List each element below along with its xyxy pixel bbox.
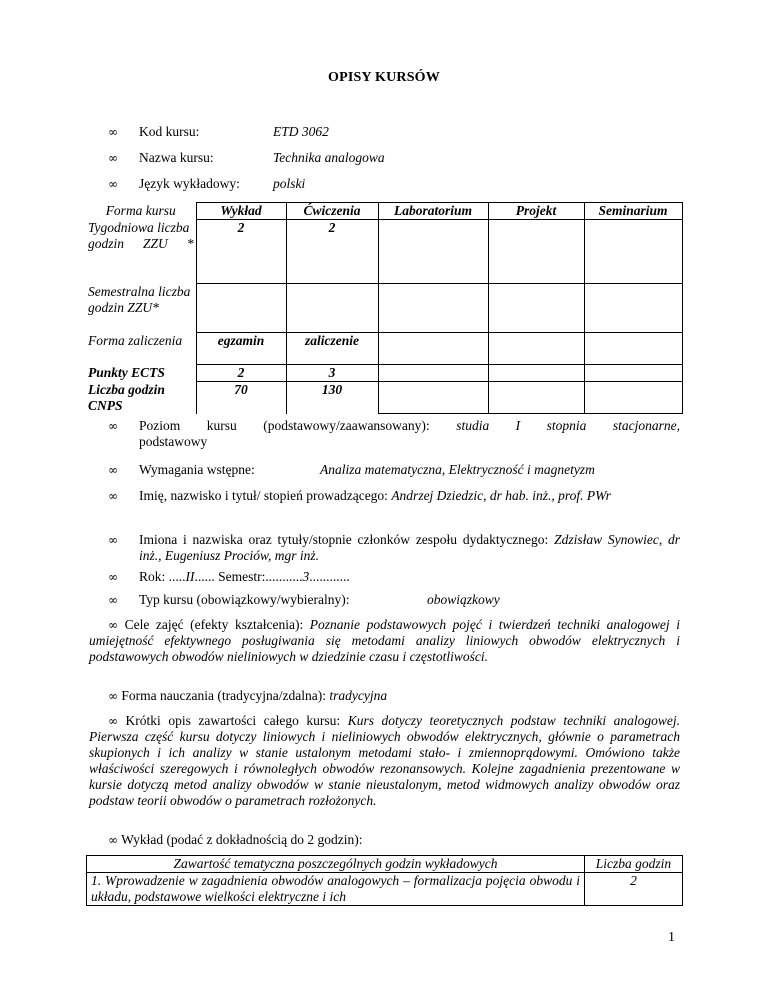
table-cell: 2 — [196, 220, 286, 284]
table-cell — [286, 284, 378, 333]
table-cell — [584, 365, 682, 382]
teaching-form-label: Forma nauczania (tradycyjna/zdalna): — [121, 688, 327, 703]
summary-label: Krótki opis zawartości całego kursu: — [125, 713, 341, 728]
prerequisites-label: Wymagania wstępne: — [139, 462, 255, 477]
course-code-item — [108, 124, 680, 140]
table-header-row — [88, 203, 682, 220]
year-prefix: Rok: ..... — [139, 569, 186, 584]
table-cell — [488, 333, 584, 365]
table-header-cell: Seminarium — [584, 203, 682, 220]
lecture-paragraph — [89, 832, 680, 848]
table-cell — [488, 220, 584, 284]
summary-value: Kurs dotyczy teoretycznych podstaw techniki analogowej. Pierwsza część kursu dotyczy liniowych i nieliniowych obwodów elektrycznych, głównie o parametrach skupionych i ich analizy w stanie ustalonym metodami stało- i zmiennoprądowymi. Omówiono także właściwości szeregowych i równoległych obwodów rezonansowych. Kolejne zagadnienia prezentowane w kursie dotyczą metod analizy obwodów w stanie nieustalonym, metod widmowych analizy obwodów oraz podstaw teorii obwodów o parametrach rozłożonych. — [89, 713, 681, 808]
teaching-form-value: tradycyjna — [329, 688, 388, 703]
table-row — [88, 284, 682, 333]
course-level-value-cont: podstawowy — [139, 434, 208, 449]
goals-value: Poznanie podstawowych pojęć i twierdzeń techniki analogowej i umiejętność efektywnego posługiwania się metodami analizy liniowych obwodów elektrycznych i podstawowych obwodów nieliniowych w dziedzinie czasu i częstotliwości. — [89, 617, 680, 664]
bullet-icon: ∞ — [108, 419, 118, 433]
table-cell: egzamin — [196, 333, 286, 365]
table-header-cell: Zawartość tematyczna poszczególnych godzin wykładowych — [87, 856, 585, 873]
bullet-icon: ∞ — [108, 618, 118, 632]
table-cell: 2 — [585, 873, 683, 906]
table-header-cell: Projekt — [488, 203, 584, 220]
bullet-icon: ∞ — [108, 533, 118, 547]
table-cell — [378, 284, 488, 333]
bullet-icon: ∞ — [108, 177, 118, 191]
course-type-value: obowiązkowy — [427, 592, 500, 607]
bullet-icon: ∞ — [108, 833, 118, 847]
bullet-icon: ∞ — [108, 489, 118, 503]
course-language-label: Język wykładowy: — [139, 176, 240, 191]
course-language-value: polski — [273, 176, 306, 191]
course-level-item — [108, 418, 680, 450]
lecture-label: Wykład (podać z dokładnością do 2 godzin): — [121, 832, 363, 847]
row-label: Tygodniowa liczba godzin ZZU * — [88, 220, 196, 284]
table-header-cell: Forma kursu — [88, 203, 196, 220]
lecturer-label: Imię, nazwisko i tytuł/ stopień prowadzącego: — [139, 488, 388, 503]
semester-value: 3 — [302, 569, 310, 584]
table-cell — [378, 365, 488, 382]
bullet-icon: ∞ — [108, 151, 118, 165]
course-level-value: studia I stopnia stacjonarne, — [456, 418, 681, 433]
teaching-form-paragraph — [89, 688, 680, 704]
table-cell: 1. Wprowadzenie w zagadnienia obwodów analogowych – formalizacja pojęcia obwodu i układu, podstawowe wielkości elektryczne i ich — [87, 873, 585, 906]
bullet-icon: ∞ — [108, 689, 118, 703]
course-forms-table — [88, 202, 683, 414]
row-label: Punkty ECTS — [88, 365, 196, 382]
bullet-icon: ∞ — [108, 593, 118, 607]
bullet-icon: ∞ — [108, 125, 118, 139]
page-title: OPISY KURSÓW — [328, 70, 440, 85]
table-header-cell: Laboratorium — [378, 203, 488, 220]
row-label: Forma zaliczenia — [88, 333, 196, 365]
year-semester-item — [108, 569, 680, 585]
row-label: Liczba godzin CNPS — [88, 382, 196, 414]
table-cell: 3 — [286, 365, 378, 382]
table-cell: 130 — [286, 382, 378, 414]
table-cell: 2 — [196, 365, 286, 382]
table-cell — [488, 382, 584, 414]
table-cell — [584, 333, 682, 365]
table-cell — [584, 220, 682, 284]
goals-label: Cele zajęć (efekty kształcenia): — [124, 617, 304, 632]
course-language-item — [108, 176, 680, 192]
course-level-label: Poziom kursu (podstawowy/zaawansowany): — [139, 418, 430, 433]
table-cell — [584, 382, 682, 414]
table-cell — [488, 284, 584, 333]
table-cell — [378, 382, 488, 414]
bullet-icon: ∞ — [108, 570, 118, 584]
teaching-team-label: Imiona i nazwiska oraz tytuły/stopnie członków zespołu dydaktycznego: — [139, 532, 549, 547]
table-cell — [584, 284, 682, 333]
page-number: 1 — [668, 930, 675, 945]
course-code-label: Kod kursu: — [139, 124, 200, 139]
table-cell — [378, 220, 488, 284]
table-cell — [378, 333, 488, 365]
summary-paragraph — [89, 713, 680, 809]
course-code-value: ETD 3062 — [273, 124, 329, 139]
table-row — [88, 220, 682, 284]
course-name-item — [108, 150, 680, 166]
table-row — [88, 382, 682, 414]
table-row — [87, 873, 683, 906]
table-row — [88, 333, 682, 365]
teaching-team-value: Zdzisław Synowiec, dr inż., Eugeniusz Prociów, mgr inż. — [139, 532, 681, 563]
teaching-team-item — [108, 532, 680, 564]
course-name-value: Technika analogowa — [273, 150, 385, 165]
table-cell: zaliczenie — [286, 333, 378, 365]
table-header-cell: Wykład — [196, 203, 286, 220]
row-label: Semestralna liczba godzin ZZU* — [88, 284, 196, 333]
table-header-cell: Liczba godzin — [585, 856, 683, 873]
bullet-icon: ∞ — [108, 714, 118, 728]
table-cell: 70 — [196, 382, 286, 414]
table-header-row — [87, 856, 683, 873]
course-type-label: Typ kursu (obowiązkowy/wybieralny): — [139, 592, 350, 607]
semester-suffix: ............ — [309, 569, 350, 584]
table-cell — [196, 284, 286, 333]
lecturer-item — [108, 488, 680, 504]
course-name-label: Nazwa kursu: — [139, 150, 214, 165]
prerequisites-value: Analiza matematyczna, Elektryczność i magnetyzm — [320, 462, 595, 477]
year-value: II — [185, 569, 195, 584]
prerequisites-item — [108, 462, 680, 478]
semester-label: ...... Semestr:........... — [194, 569, 303, 584]
table-cell: 2 — [286, 220, 378, 284]
lecturer-value: Andrzej Dziedzic, dr hab. inż., prof. PWr — [391, 488, 611, 503]
lecture-table — [86, 855, 683, 906]
table-row — [88, 365, 682, 382]
table-header-cell: Ćwiczenia — [286, 203, 378, 220]
goals-paragraph — [89, 617, 680, 665]
bullet-icon: ∞ — [108, 463, 118, 477]
table-cell — [488, 365, 584, 382]
course-type-item — [108, 592, 680, 608]
